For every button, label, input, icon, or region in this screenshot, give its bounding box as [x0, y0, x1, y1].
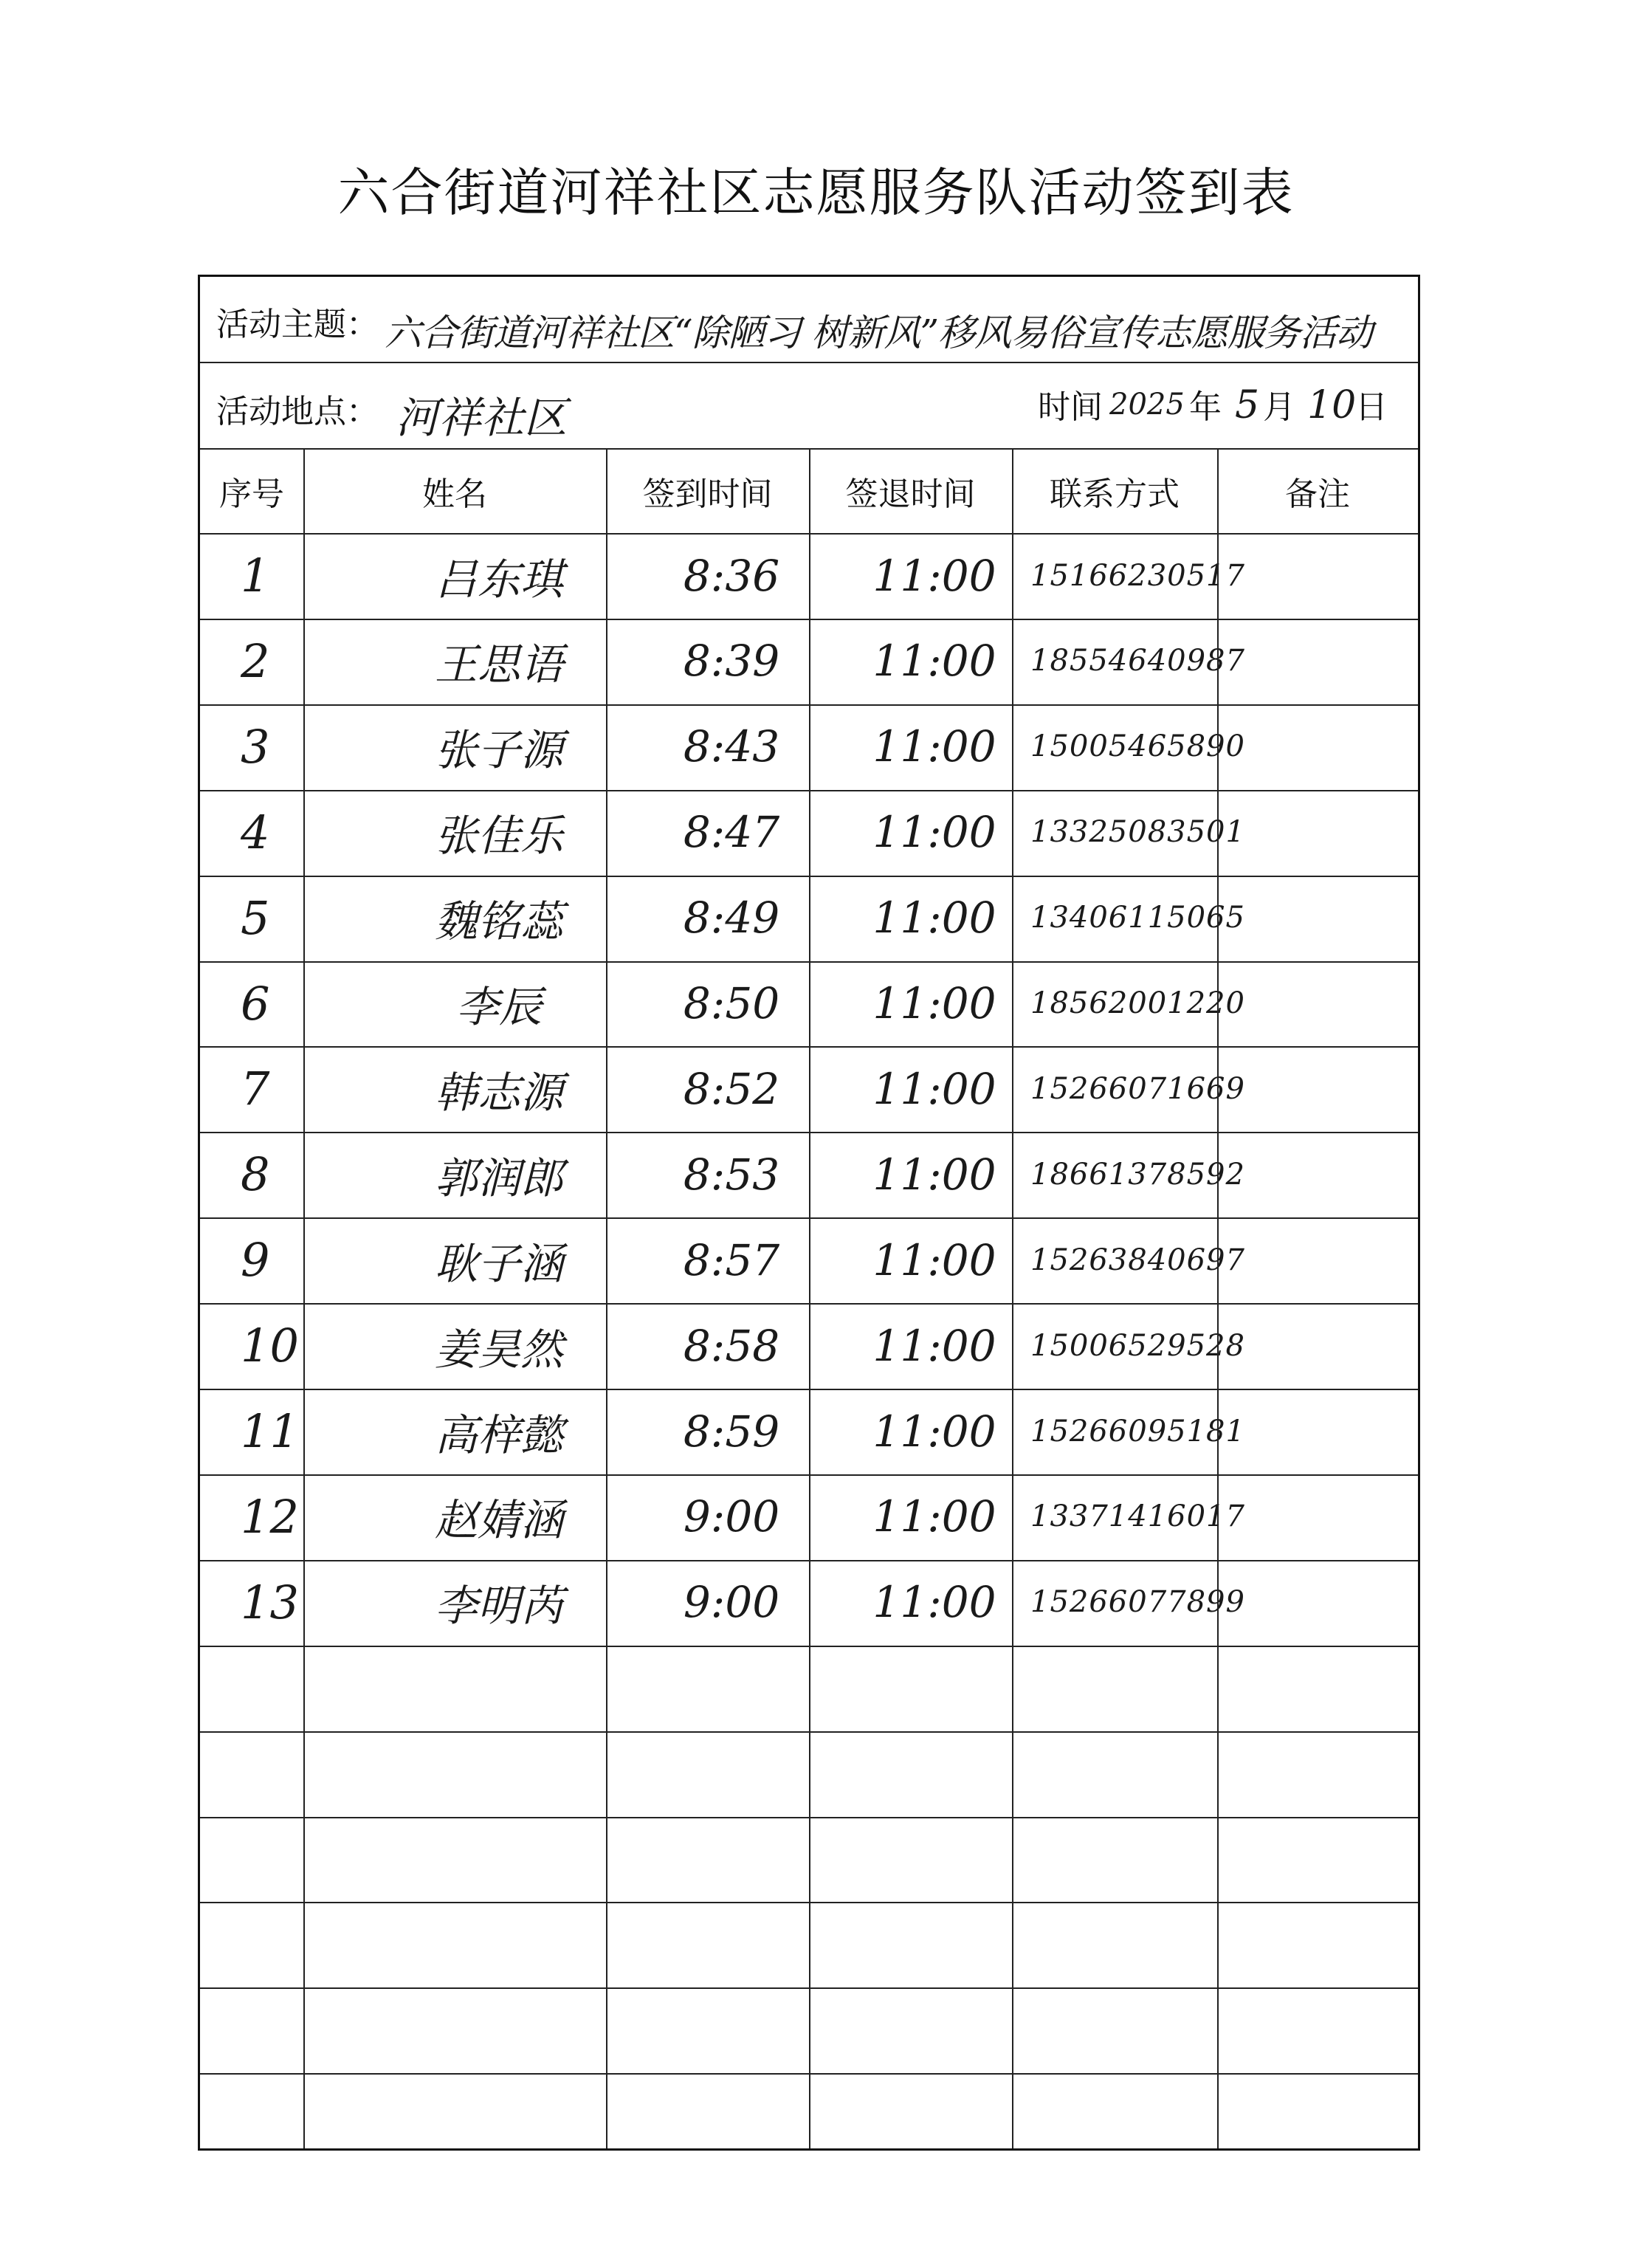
contact-phone: 15263840697 — [1030, 1243, 1245, 1277]
volunteer-name: 韩志源 — [434, 1067, 563, 1118]
row-index: 7 — [241, 1062, 270, 1116]
sign-out-time: 11:00 — [872, 550, 996, 601]
contact-phone: 18562001220 — [1030, 986, 1245, 1020]
note — [1241, 876, 1418, 961]
row-index: 9 — [241, 1233, 270, 1288]
note — [1241, 790, 1418, 875]
column-divider — [809, 448, 810, 2148]
header-sign-in-time: 签到时间 — [642, 475, 773, 513]
sign-out-time: 11:00 — [872, 1234, 996, 1285]
place-value: 河祥社区 — [396, 393, 568, 443]
year-value: 2025 — [1109, 388, 1185, 422]
column-divider — [1217, 448, 1219, 2148]
volunteer-name: 姜昊然 — [434, 1324, 563, 1375]
row-index: 8 — [241, 1147, 270, 1202]
note — [1241, 1217, 1418, 1302]
month-value: 5 — [1235, 383, 1260, 427]
contact-phone: 13325083501 — [1030, 815, 1245, 850]
contact-phone: 15005465890 — [1030, 729, 1245, 764]
sign-out-time: 11:00 — [872, 1406, 996, 1457]
sign-in-time: 8:52 — [683, 1063, 780, 1114]
column-divider — [303, 448, 305, 2148]
contact-phone: 18661378592 — [1030, 1157, 1245, 1192]
row-divider — [200, 362, 1418, 363]
sign-in-time: 8:36 — [683, 550, 780, 601]
sign-out-time: 11:00 — [872, 1320, 996, 1371]
note — [1241, 1474, 1418, 1559]
sign-out-time: 11:00 — [872, 1577, 996, 1628]
sign-in-time: 9:00 — [683, 1577, 780, 1628]
header-sign-out-time: 签退时间 — [845, 475, 976, 513]
note — [1241, 533, 1418, 618]
sign-in-time: 8:39 — [683, 636, 780, 687]
contact-phone: 15006529528 — [1030, 1328, 1245, 1363]
row-index: 3 — [241, 719, 270, 774]
time-label: 时间 — [1038, 388, 1103, 426]
row-index: 2 — [241, 633, 270, 688]
contact-phone: 13406115065 — [1030, 901, 1245, 935]
sign-out-time: 11:00 — [872, 807, 996, 858]
month-unit: 月 — [1263, 388, 1295, 426]
sign-in-time: 8:59 — [683, 1406, 780, 1457]
year-unit: 年 — [1189, 388, 1222, 426]
sign-out-time: 11:00 — [872, 978, 996, 1028]
contact-phone: 15266071669 — [1030, 1071, 1245, 1106]
sign-out-time: 11:00 — [872, 636, 996, 687]
day-unit: 日 — [1355, 388, 1388, 426]
header-note: 备注 — [1285, 475, 1350, 513]
row-index: 11 — [241, 1404, 299, 1458]
contact-phone: 13371416017 — [1030, 1499, 1245, 1534]
sign-out-time: 11:00 — [872, 721, 996, 772]
volunteer-name: 耿子涵 — [434, 1238, 563, 1289]
row-index: 12 — [241, 1489, 299, 1544]
volunteer-name: 吕东琪 — [434, 554, 563, 605]
note — [1241, 1389, 1418, 1474]
volunteer-name: 高梓懿 — [434, 1409, 563, 1460]
contact-phone: 15266095181 — [1030, 1414, 1245, 1449]
contact-phone: 18554640987 — [1030, 644, 1245, 678]
row-index: 1 — [241, 549, 270, 602]
sign-in-time: 8:57 — [683, 1234, 780, 1285]
sign-in-table — [198, 275, 1420, 2151]
header-name: 姓名 — [422, 475, 487, 513]
note — [1241, 1303, 1418, 1388]
volunteer-name: 王思语 — [434, 639, 563, 690]
row-index: 6 — [241, 976, 270, 1031]
header-contact: 联系方式 — [1050, 475, 1180, 513]
sign-in-time: 8:49 — [683, 893, 780, 944]
note — [1241, 1560, 1418, 1645]
row-index: 13 — [241, 1575, 299, 1629]
sign-out-time: 11:00 — [872, 1063, 996, 1114]
column-divider — [606, 448, 607, 2148]
volunteer-name: 赵婧涵 — [434, 1495, 563, 1546]
note — [1241, 704, 1418, 789]
row-index: 4 — [241, 805, 270, 859]
sign-out-time: 11:00 — [872, 893, 996, 944]
volunteer-name: 李辰 — [455, 982, 542, 1032]
header-index: 序号 — [219, 475, 284, 513]
theme-value: 六合街道河祥社区“除陋习 树新风”移风易俗宣传志愿服务活动 — [385, 312, 1373, 354]
place-label: 活动地点： — [216, 393, 379, 430]
day-value: 10 — [1307, 383, 1357, 427]
volunteer-name: 魏铭蕊 — [434, 896, 563, 947]
volunteer-name: 李明芮 — [434, 1581, 563, 1632]
note — [1241, 961, 1418, 1046]
sign-in-time: 9:00 — [683, 1491, 780, 1542]
volunteer-name: 郭润郎 — [434, 1152, 563, 1203]
row-index: 10 — [241, 1319, 299, 1373]
sign-in-time: 8:58 — [683, 1320, 780, 1371]
contact-phone: 15266077899 — [1030, 1585, 1245, 1620]
sign-out-time: 11:00 — [872, 1491, 996, 1542]
sign-in-time: 8:43 — [683, 721, 780, 772]
volunteer-name: 张子源 — [434, 725, 563, 776]
note — [1241, 619, 1418, 704]
sign-out-time: 11:00 — [872, 1149, 996, 1200]
row-index: 5 — [241, 890, 270, 945]
contact-phone: 15166230517 — [1030, 558, 1245, 593]
sign-in-time: 8:50 — [683, 978, 780, 1028]
sign-in-time: 8:53 — [683, 1149, 780, 1200]
column-divider — [1012, 448, 1013, 2148]
theme-label: 活动主题： — [216, 306, 379, 343]
page-title: 六合街道河祥社区志愿服务队活动签到表 — [337, 162, 1295, 223]
volunteer-name: 张佳乐 — [434, 811, 563, 862]
note — [1241, 1046, 1418, 1131]
sign-in-time: 8:47 — [683, 807, 780, 858]
note — [1241, 1132, 1418, 1217]
